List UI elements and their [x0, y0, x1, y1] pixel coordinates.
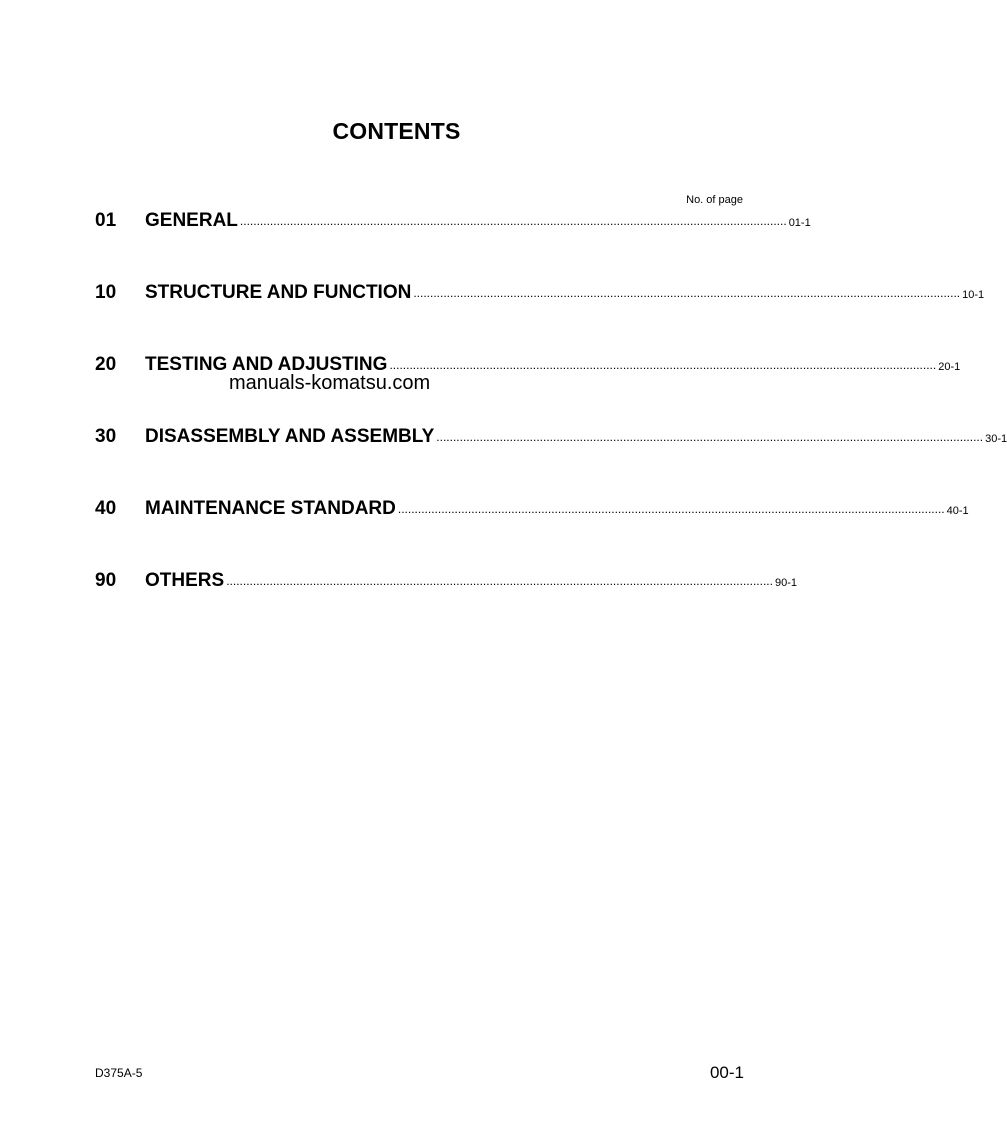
toc-section-title: GENERAL [145, 210, 238, 231]
toc-section-number: 90 [95, 570, 117, 591]
toc-leader-dots: .................................................................................................................................................................... [226, 574, 773, 588]
toc-entry-disassembly-and-assembly[interactable] [95, 426, 1007, 450]
toc-leader-dots: .................................................................................................................................................................... [436, 430, 984, 444]
toc-entry-others[interactable] [95, 570, 797, 594]
footer-page-number: 00-1 [709, 1063, 744, 1082]
toc-leader-dots: .................................................................................................................................................................... [397, 502, 945, 516]
toc-entry-maintenance-standard[interactable] [95, 498, 969, 522]
toc-section-title: MAINTENANCE STANDARD [145, 498, 396, 519]
toc-entry-structure-and-function[interactable] [95, 282, 985, 306]
toc-section-number: 30 [95, 426, 117, 447]
page-title: CONTENTS [332, 118, 461, 144]
toc-leader-dots: .................................................................................................................................................................... [239, 214, 787, 228]
toc-page-number: 40-1 [946, 505, 969, 517]
toc-page-number: 01-1 [788, 217, 811, 229]
toc-leader-dots: .................................................................................................................................................................... [413, 286, 961, 300]
toc-section-number: 40 [95, 498, 117, 519]
toc-page-number: 30-1 [985, 433, 1007, 445]
toc-section-number: 20 [95, 354, 117, 375]
toc-section-title: TESTING AND ADJUSTING [145, 354, 388, 375]
toc-section-number: 01 [95, 210, 117, 231]
toc-section-number: 10 [95, 282, 117, 303]
page-column-header: No. of page [686, 194, 743, 206]
footer-model: D375A-5 [95, 1066, 143, 1080]
watermark-text: manuals-komatsu.com [229, 372, 431, 394]
toc-section-title: OTHERS [145, 570, 225, 591]
toc-page-number: 90-1 [774, 577, 797, 589]
toc-leader-dots: .................................................................................................................................................................... [389, 358, 937, 372]
toc-section-title: DISASSEMBLY AND ASSEMBLY [145, 426, 435, 447]
toc-section-title: STRUCTURE AND FUNCTION [145, 282, 412, 303]
toc-entry-general[interactable] [95, 210, 811, 234]
toc-page-number: 10-1 [962, 289, 985, 301]
toc-page-number: 20-1 [938, 361, 961, 373]
